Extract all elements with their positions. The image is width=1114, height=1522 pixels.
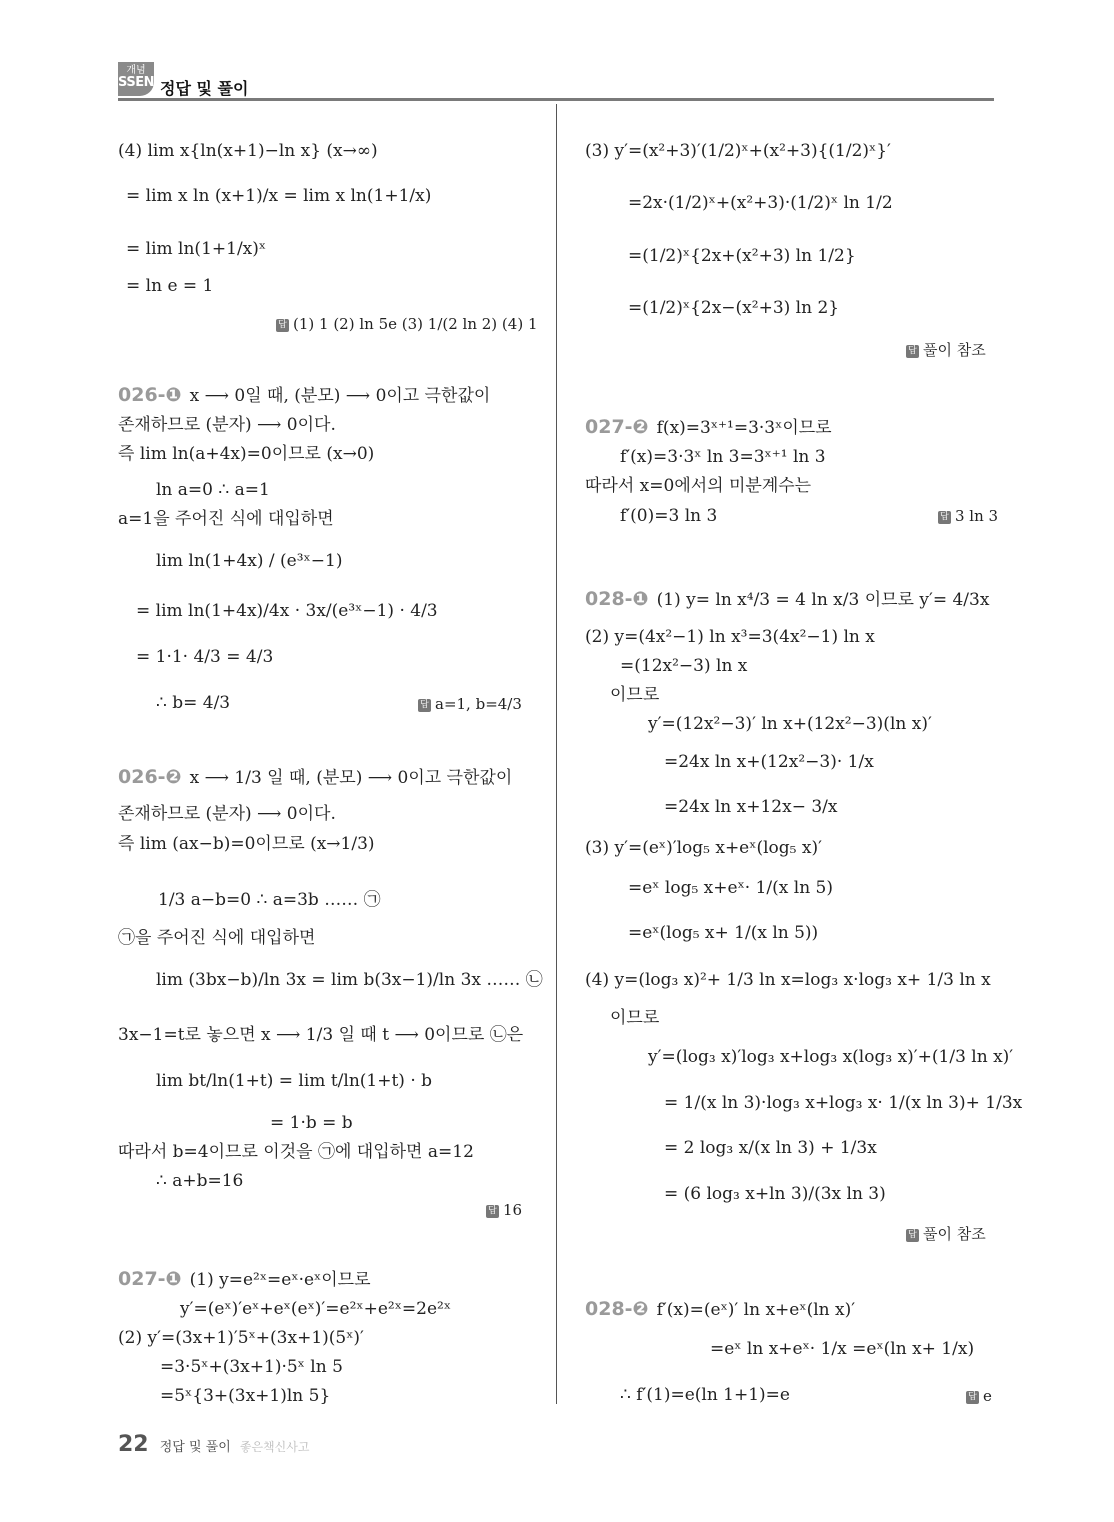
math-text: 이므로 bbox=[610, 685, 660, 705]
right-solution-line bbox=[585, 626, 875, 648]
math-text: =(1/2)ˣ{2x+(x²+3) ln 1/2} bbox=[628, 246, 856, 266]
math-text: = 2 log₃ x/(x ln 3) + 1/3x bbox=[664, 1138, 877, 1158]
answer-icon: 답 bbox=[938, 511, 951, 524]
right-solution-line bbox=[620, 655, 747, 677]
logo-top-text: 개념 bbox=[126, 65, 146, 76]
math-text: f(x)=3ˣ⁺¹=3·3ˣ이므로 bbox=[656, 418, 832, 438]
answer-icon: 답 bbox=[418, 699, 431, 712]
math-text: 따라서 b=4이므로 이것을 ㉠에 대입하면 a=12 bbox=[118, 1142, 474, 1162]
math-text: x ⟶ 1/3 일 때, (분모) ⟶ 0이고 극한값이 bbox=[189, 768, 513, 788]
math-text: ln a=0 ∴ a=1 bbox=[156, 480, 270, 500]
math-text: y′=(log₃ x)′log₃ x+log₃ x(log₃ x)′+(1/3 ln x)′ bbox=[648, 1047, 1014, 1067]
math-text: =eˣ ln x+eˣ· 1/x =eˣ(ln x+ 1/x) bbox=[710, 1339, 975, 1359]
left-solution-line bbox=[160, 1356, 343, 1378]
answer-box bbox=[906, 340, 986, 360]
math-text: 존재하므로 (분자) ⟶ 0이다. bbox=[118, 804, 336, 824]
math-text: x ⟶ 0일 때, (분모) ⟶ 0이고 극한값이 bbox=[189, 386, 491, 406]
math-text: (3) y′=(eˣ)′log₅ x+eˣ(log₅ x)′ bbox=[585, 838, 822, 858]
left-solution-line bbox=[136, 600, 438, 622]
right-solution-line bbox=[585, 140, 891, 162]
problem-number: 028-❶ bbox=[585, 588, 649, 610]
left-solution-line bbox=[180, 1298, 451, 1320]
math-text: = lim ln(1+1/x)ˣ bbox=[126, 239, 267, 259]
math-text: =5ˣ{3+(3x+1)ln 5} bbox=[160, 1386, 331, 1406]
left-solution-line bbox=[156, 1070, 432, 1092]
math-text: = lim x ln (x+1)/x = lim x ln(1+1/x) bbox=[126, 186, 432, 206]
math-text: ∴ f′(1)=e(ln 1+1)=e bbox=[620, 1385, 790, 1405]
math-text: =24x ln x+12x− 3/x bbox=[664, 797, 838, 817]
right-solution-line bbox=[620, 1384, 790, 1406]
math-text: = (6 log₃ x+ln 3)/(3x ln 3) bbox=[664, 1184, 886, 1204]
right-solution-line bbox=[585, 416, 832, 439]
right-solution-line bbox=[648, 713, 932, 735]
right-solution-line bbox=[610, 684, 659, 706]
right-solution-line bbox=[585, 1298, 855, 1321]
problem-number: 026-❷ bbox=[118, 766, 182, 788]
right-solution-line bbox=[620, 446, 826, 468]
math-text: =eˣ log₅ x+eˣ· 1/(x ln 5) bbox=[628, 878, 833, 898]
left-solution-line bbox=[126, 275, 213, 297]
math-text: ∴ b= 4/3 bbox=[156, 693, 231, 713]
answer-box bbox=[486, 1200, 522, 1220]
math-text: ㉠을 주어진 식에 대입하면 bbox=[118, 928, 316, 948]
left-solution-line bbox=[118, 1327, 364, 1349]
logo-bottom-text: SSEN bbox=[118, 75, 154, 90]
right-solution-line bbox=[664, 1183, 886, 1205]
left-solution-line bbox=[118, 384, 490, 407]
right-solution-line bbox=[664, 1092, 1022, 1114]
left-solution-line bbox=[118, 1141, 474, 1163]
problem-number: 027-❶ bbox=[118, 1268, 182, 1290]
problem-number: 026-❶ bbox=[118, 384, 182, 406]
answer-icon: 답 bbox=[276, 319, 289, 332]
page-number: 22 bbox=[118, 1432, 149, 1457]
right-solution-line bbox=[628, 922, 818, 944]
math-text: =(1/2)ˣ{2x−(x²+3) ln 2} bbox=[628, 298, 840, 318]
left-solution-line bbox=[118, 803, 336, 825]
math-text: (3) y′=(x²+3)′(1/2)ˣ+(x²+3){(1/2)ˣ}′ bbox=[585, 141, 891, 161]
answer-text: 풀이 참조 bbox=[923, 341, 986, 359]
answer-text: 16 bbox=[503, 1201, 523, 1219]
header-rule bbox=[118, 98, 994, 101]
math-text: =(12x²−3) ln x bbox=[620, 656, 748, 676]
answer-box bbox=[966, 1386, 992, 1406]
problem-number: 027-❷ bbox=[585, 416, 649, 438]
right-solution-line bbox=[620, 505, 717, 527]
left-solution-line bbox=[270, 1112, 353, 1134]
right-solution-line bbox=[628, 877, 833, 899]
math-text: =2x·(1/2)ˣ+(x²+3)·(1/2)ˣ ln 1/2 bbox=[628, 193, 893, 213]
footer-brand: 좋은책신사고 bbox=[239, 1440, 310, 1454]
math-text: 즉 lim ln(a+4x)=0이므로 (x→0) bbox=[118, 444, 375, 464]
math-text: (2) y′=(3x+1)′5ˣ+(3x+1)(5ˣ)′ bbox=[118, 1328, 364, 1348]
left-solution-line bbox=[118, 140, 378, 162]
answer-text: e bbox=[983, 1387, 992, 1405]
math-text: lim bt/ln(1+t) = lim t/ln(1+t) · b bbox=[156, 1071, 433, 1091]
answer-icon: 답 bbox=[966, 1391, 979, 1404]
math-text: (1) y= ln x⁴/3 = 4 ln x/3 이므로 y′= 4/3x bbox=[656, 590, 990, 610]
math-text: y′=(eˣ)′eˣ+eˣ(eˣ)′=e²ˣ+e²ˣ=2e²ˣ bbox=[180, 1299, 452, 1319]
left-solution-line bbox=[158, 889, 381, 911]
math-text: (4) y=(log₃ x)²+ 1/3 ln x=log₃ x·log₃ x+ 1/3 ln x bbox=[585, 970, 991, 990]
math-text: ∴ a+b=16 bbox=[156, 1171, 244, 1191]
math-text: 3x−1=t로 놓으면 x ⟶ 1/3 일 때 t ⟶ 0이므로 ㉡은 bbox=[118, 1025, 524, 1045]
right-solution-line bbox=[628, 297, 839, 319]
right-solution-line bbox=[585, 588, 989, 611]
math-text: =24x ln x+(12x²−3)· 1/x bbox=[664, 752, 874, 772]
math-text: f′(x)=(eˣ)′ ln x+eˣ(ln x)′ bbox=[656, 1300, 856, 1320]
left-solution-line bbox=[118, 833, 375, 855]
left-solution-line bbox=[118, 927, 315, 949]
answer-text: 3 ln 3 bbox=[955, 507, 999, 525]
math-text: = lim ln(1+4x)/4x · 3x/(e³ˣ−1) · 4/3 bbox=[136, 601, 438, 621]
right-solution-line bbox=[710, 1338, 974, 1360]
left-solution-line bbox=[156, 692, 230, 714]
math-text: f′(0)=3 ln 3 bbox=[620, 506, 718, 526]
ssen-logo bbox=[118, 62, 154, 96]
right-solution-line bbox=[585, 837, 822, 859]
left-solution-line bbox=[118, 508, 334, 530]
answer-box bbox=[418, 694, 522, 714]
left-solution-line bbox=[118, 766, 512, 789]
math-text: (1) y=e²ˣ=eˣ·eˣ이므로 bbox=[189, 1270, 371, 1290]
answer-icon: 답 bbox=[906, 1229, 919, 1242]
math-text: 따라서 x=0에서의 미분계수는 bbox=[585, 476, 812, 496]
answer-text: a=1, b=4/3 bbox=[435, 695, 522, 713]
answer-icon: 답 bbox=[486, 1205, 499, 1218]
math-text: 즉 lim (ax−b)=0이므로 (x→1/3) bbox=[118, 834, 375, 854]
column-divider bbox=[556, 104, 557, 1404]
right-solution-line bbox=[664, 751, 874, 773]
right-solution-line bbox=[664, 796, 838, 818]
left-solution-line bbox=[156, 969, 543, 991]
math-text: 이므로 bbox=[610, 1008, 660, 1028]
answer-text: (1) 1 (2) ln 5e (3) 1/(2 ln 2) (4) 1 bbox=[293, 315, 538, 333]
problem-number: 028-❷ bbox=[585, 1298, 649, 1320]
left-solution-line bbox=[118, 1268, 371, 1291]
left-solution-line bbox=[126, 185, 431, 207]
math-text: y′=(12x²−3)′ ln x+(12x²−3)(ln x)′ bbox=[648, 714, 932, 734]
header-title: 정답 및 풀이 bbox=[160, 79, 249, 98]
math-text: =3·5ˣ+(3x+1)·5ˣ ln 5 bbox=[160, 1357, 343, 1377]
math-text: lim ln(1+4x) / (e³ˣ−1) bbox=[156, 551, 343, 571]
left-solution-line bbox=[156, 1170, 243, 1192]
left-solution-line bbox=[118, 443, 374, 465]
left-solution-line bbox=[118, 414, 336, 436]
math-text: f′(x)=3·3ˣ ln 3=3ˣ⁺¹ ln 3 bbox=[620, 447, 826, 467]
math-text: (4) lim x{ln(x+1)−ln x} (x→∞) bbox=[118, 141, 378, 161]
math-text: = 1·b = b bbox=[270, 1113, 353, 1133]
answer-box bbox=[938, 506, 998, 526]
right-solution-line bbox=[585, 475, 811, 497]
right-solution-line bbox=[585, 969, 991, 991]
page-footer bbox=[118, 1432, 309, 1457]
answer-text: 풀이 참조 bbox=[923, 1225, 986, 1243]
left-solution-line bbox=[118, 1024, 523, 1046]
left-solution-line bbox=[160, 1385, 330, 1407]
math-text: a=1을 주어진 식에 대입하면 bbox=[118, 509, 334, 529]
right-solution-line bbox=[610, 1007, 659, 1029]
math-text: (2) y=(4x²−1) ln x³=3(4x²−1) ln x bbox=[585, 627, 875, 647]
right-solution-line bbox=[664, 1137, 877, 1159]
math-text: 존재하므로 (분자) ⟶ 0이다. bbox=[118, 415, 336, 435]
right-solution-line bbox=[648, 1046, 1013, 1068]
math-text: = ln e = 1 bbox=[126, 276, 214, 296]
answer-box bbox=[276, 314, 537, 334]
left-solution-line bbox=[156, 550, 342, 572]
left-solution-line bbox=[126, 238, 266, 260]
right-solution-line bbox=[628, 245, 856, 267]
footer-title: 정답 및 풀이 bbox=[159, 1440, 231, 1455]
math-text: =eˣ(log₅ x+ 1/(x ln 5)) bbox=[628, 923, 819, 943]
math-text: = 1·1· 4/3 = 4/3 bbox=[136, 647, 274, 667]
answer-icon: 답 bbox=[906, 345, 919, 358]
math-text: 1/3 a−b=0 ∴ a=3b …… ㉠ bbox=[158, 890, 381, 910]
left-solution-line bbox=[156, 479, 270, 501]
answer-box bbox=[906, 1224, 986, 1244]
math-text: = 1/(x ln 3)·log₃ x+log₃ x· 1/(x ln 3)+ 1/3x bbox=[664, 1093, 1023, 1113]
math-text: lim (3bx−b)/ln 3x = lim b(3x−1)/ln 3x …… ㉡ bbox=[156, 970, 543, 990]
left-solution-line bbox=[136, 646, 273, 668]
right-solution-line bbox=[628, 192, 893, 214]
